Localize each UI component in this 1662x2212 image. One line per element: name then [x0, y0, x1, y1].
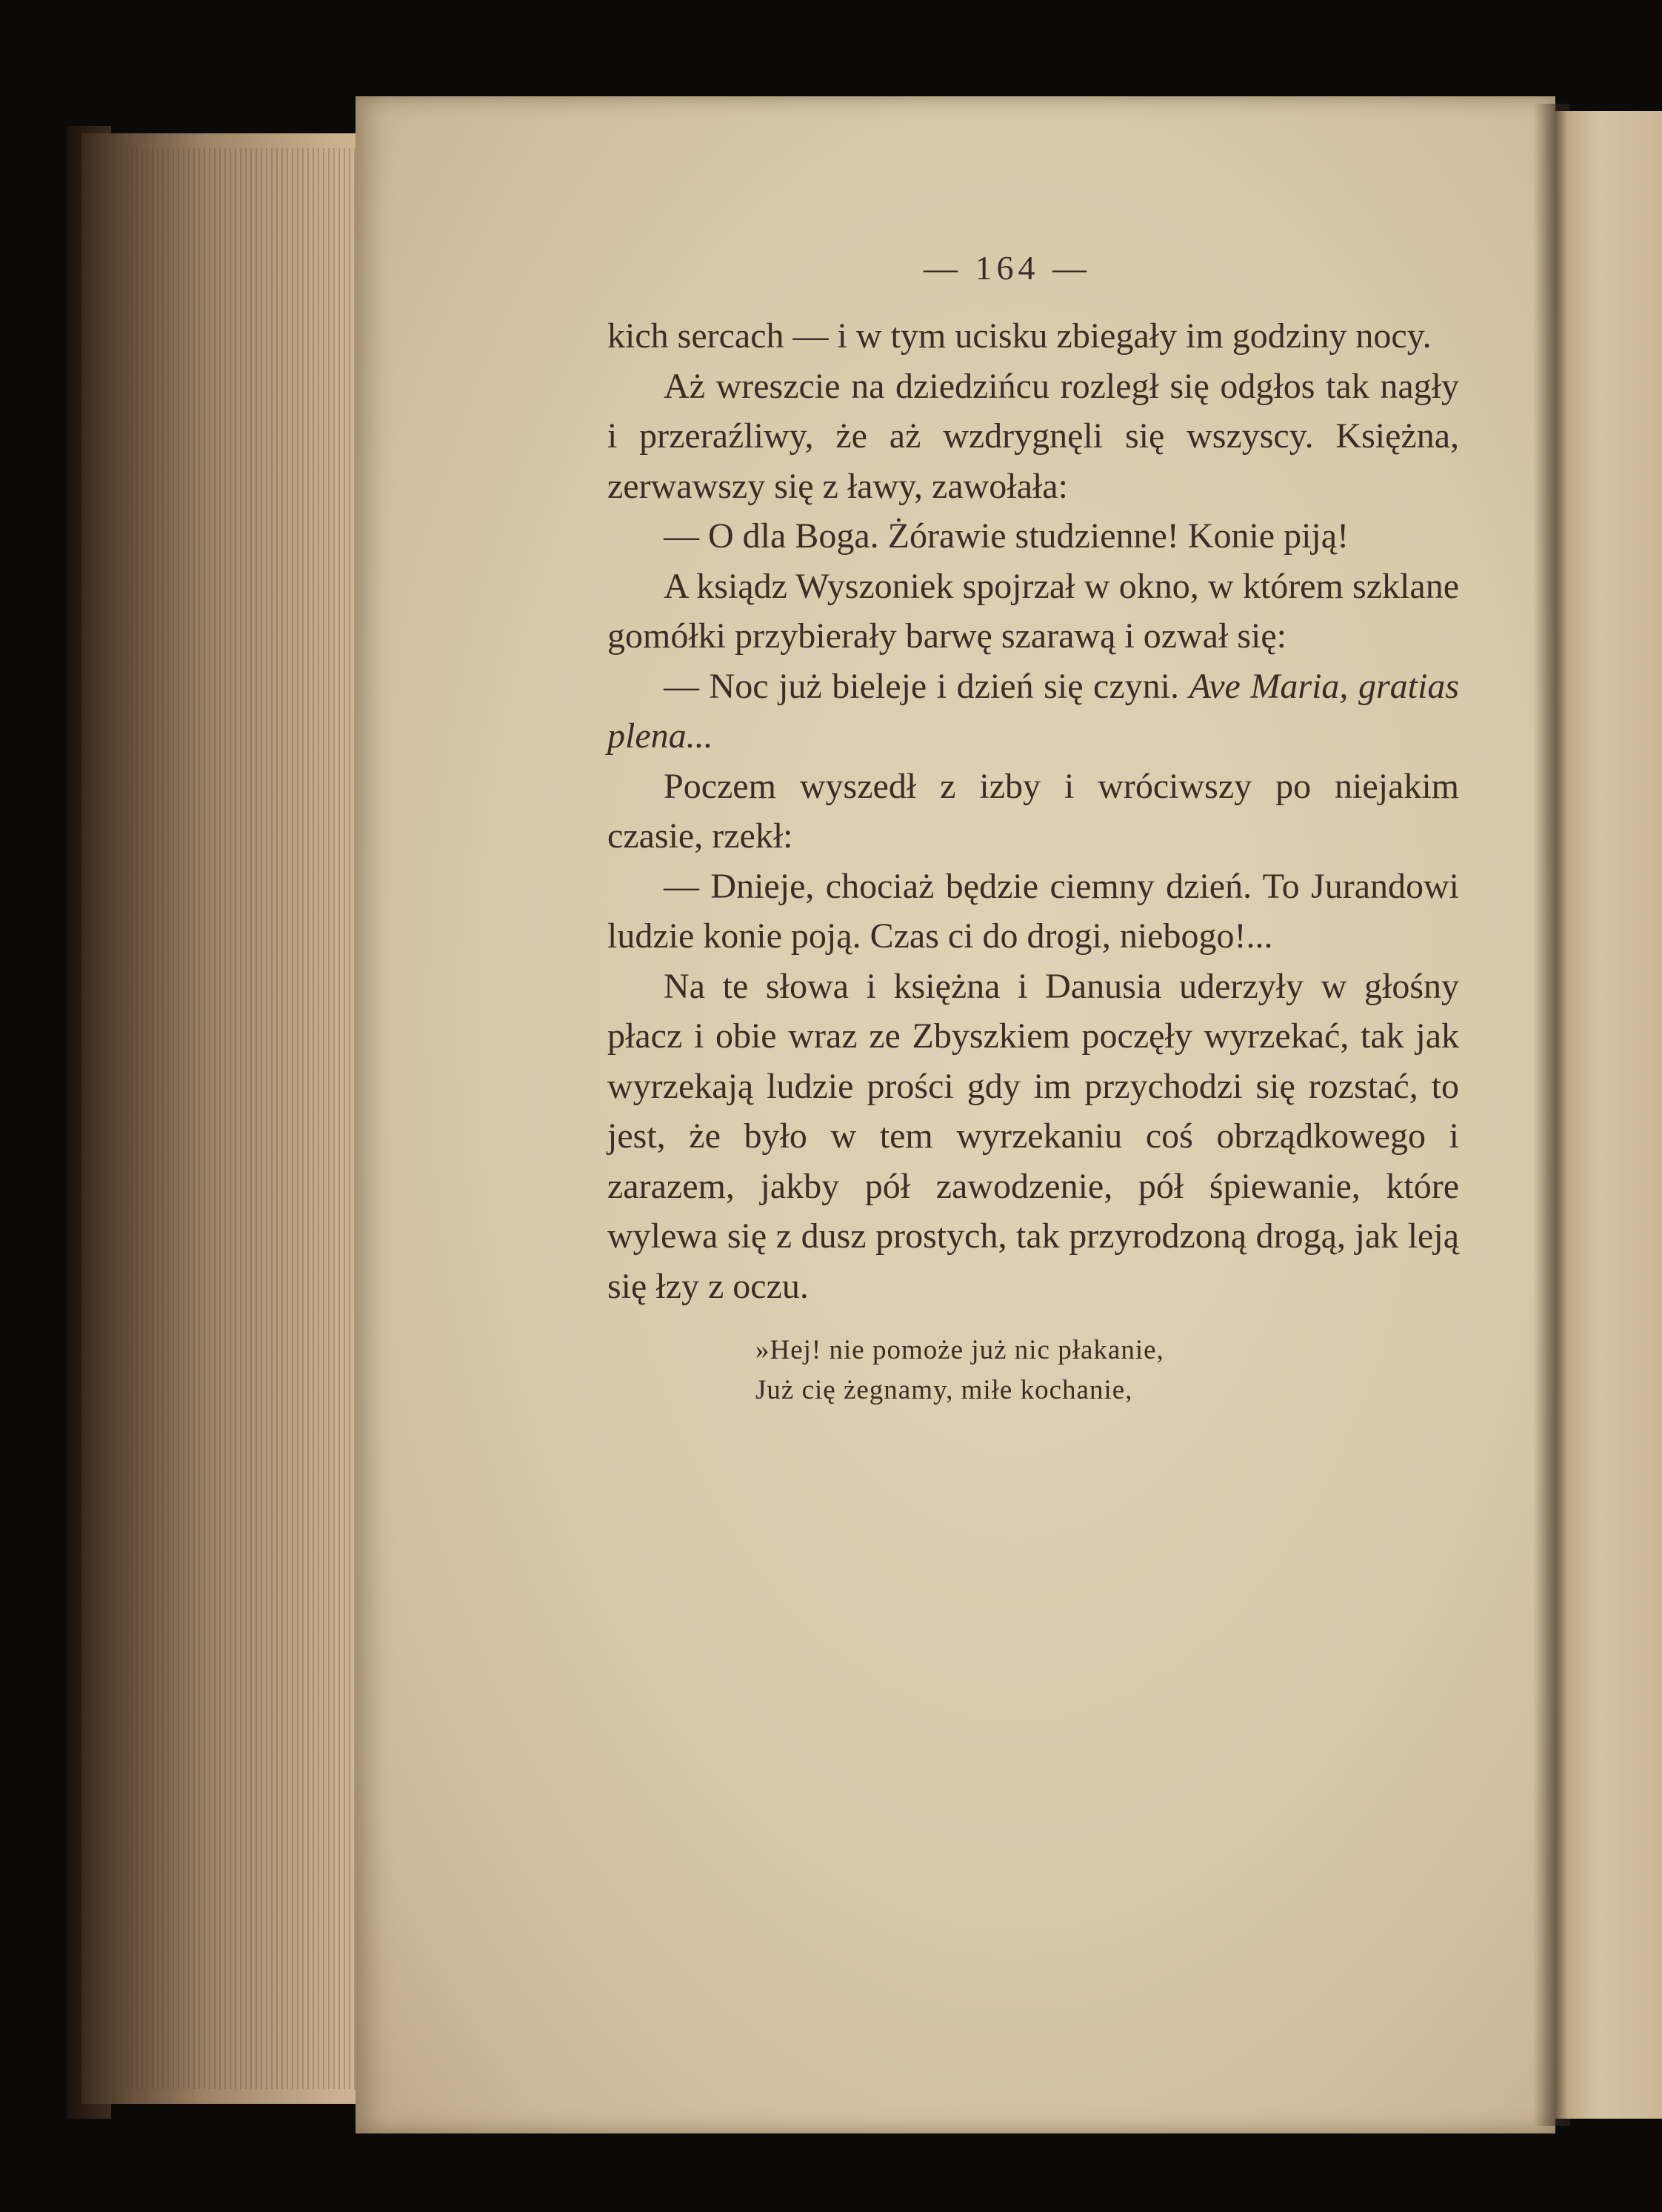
verse-line-2: Już cię żegnamy, miłe kochanie, — [755, 1375, 1133, 1405]
paragraph-1: kich sercach — i w tym ucisku zbiegały im godziny nocy. — [607, 316, 1432, 356]
paragraph-6: Poczem wyszedł z izby i wróciwszy po niejakim czasie, rzekł: — [607, 766, 1459, 856]
verse-line-1: »Hej! nie pomoże już nic płakanie, — [755, 1335, 1164, 1365]
paragraph-3: — O dla Boga. Żórawie studzienne! Konie piją! — [664, 516, 1349, 556]
body-text — [607, 311, 1459, 1410]
page-number: — 164 — — [924, 249, 1091, 287]
paragraph-5-text: — Noc już bieleje i dzień się czyni. — [664, 666, 1180, 706]
paragraph-2: Aż wreszcie na dziedzińcu rozległ się odgłos tak nagły i przeraźliwy, że aż wzdrygnęli się wszyscy. Księżna, zerwawszy się z ławy, zawołała: — [607, 366, 1459, 506]
facing-page-edge — [1555, 111, 1662, 2119]
page-stack-texture — [126, 148, 393, 2089]
paragraph-7: — Dnieje, chociaż będzie ciemny dzień. To Jurandowi ludzie konie poją. Czas ci do drogi, niebogo!... — [607, 866, 1459, 956]
paragraph-4: A ksiądz Wyszoniek spojrzał w okno, w którem szklane gomółki przybierały barwę szarawą i ozwał się: — [607, 566, 1459, 656]
paragraph-5 — [607, 662, 1459, 762]
verse-block — [755, 1330, 1459, 1410]
paragraph-5-latin: Ave Maria, gratias plena... — [607, 666, 1460, 756]
paragraph-8: Na te słowa i księżna i Danusia uderzyły w głośny płacz i obie wraz ze Zbyszkiem poczęły wyrzekać, tak jak wyrzekają ludzie prości gdy im przychodzi się rozstać, to jest, że było w tem wyrzekaniu coś obrządkowego i zarazem, jakby pół zawodzenie, pół śpiewanie, które wylewa się z dusz prostych, tak przyrodzoną drogą, jak leją się łzy z oczu. — [607, 966, 1459, 1306]
